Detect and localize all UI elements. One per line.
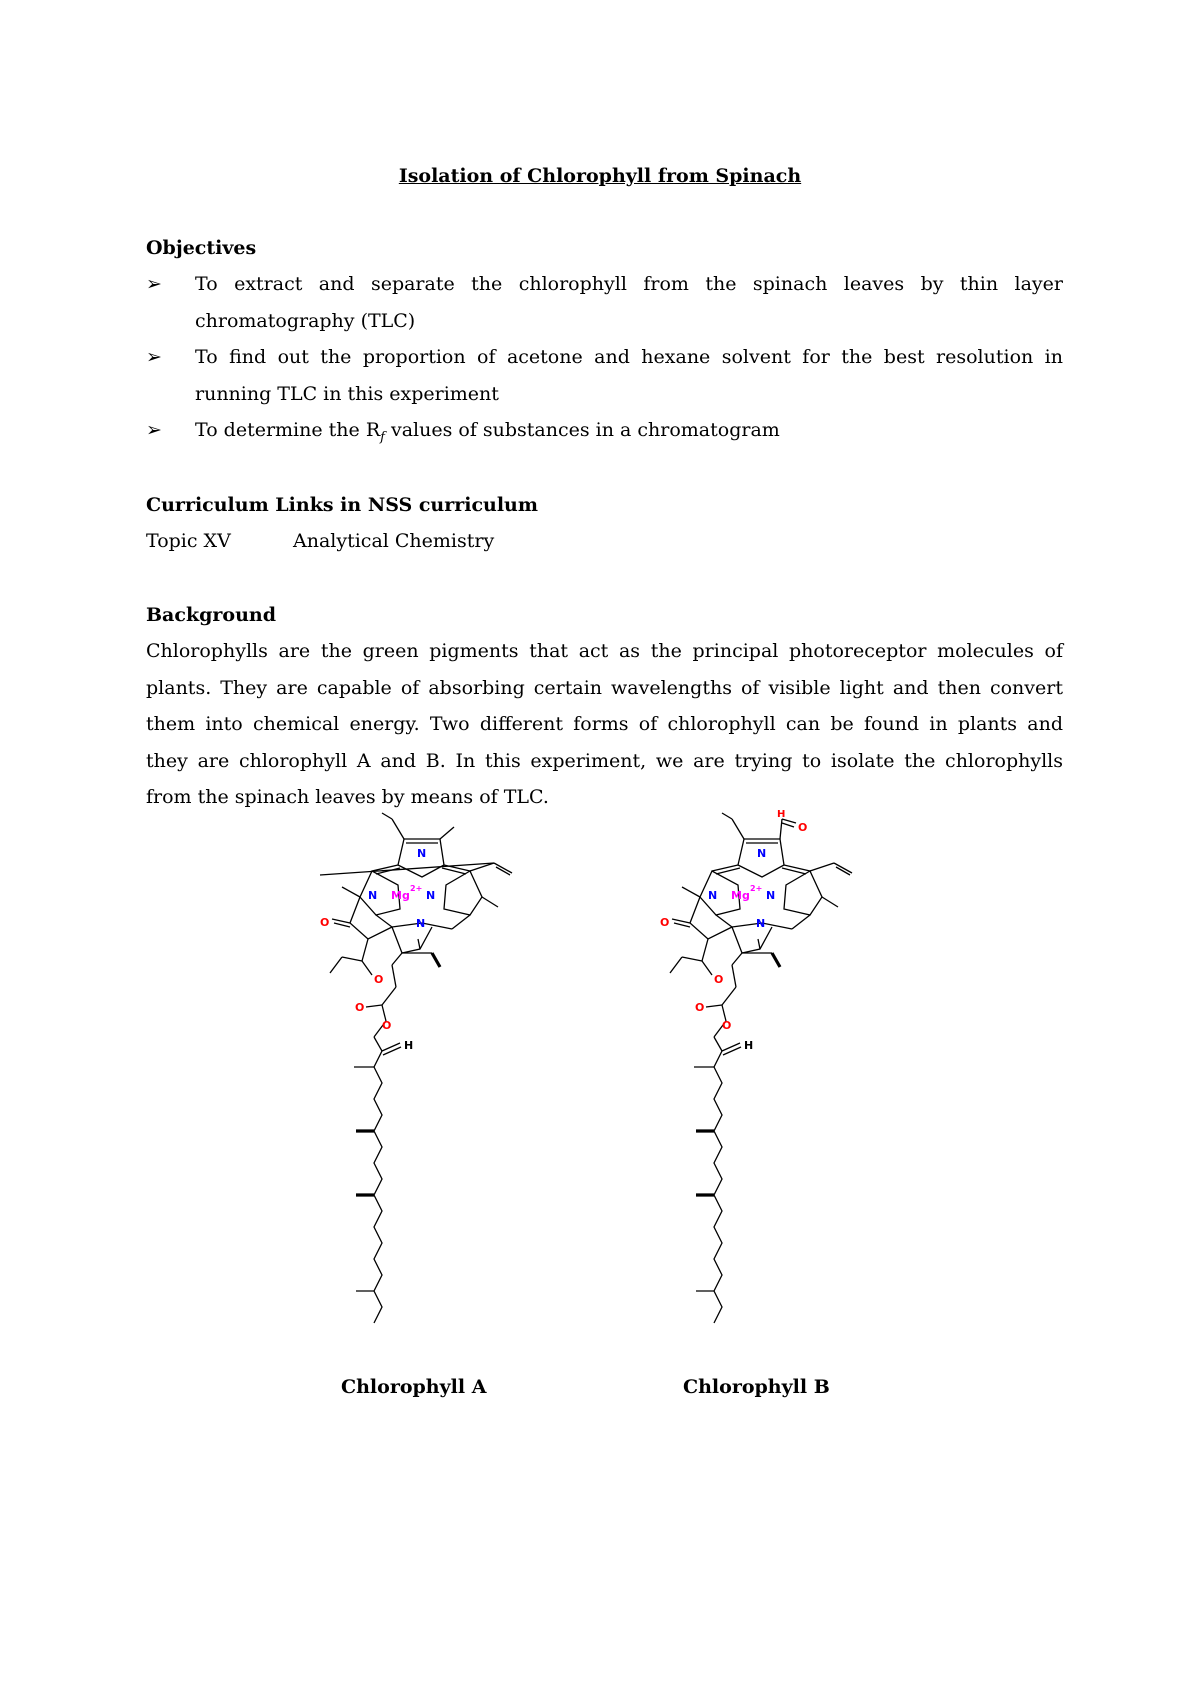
oxygen-atom-label: O — [714, 973, 724, 986]
chlorophyll-b-caption: Chlorophyll B — [683, 1376, 830, 1398]
chlorophyll-a-caption: Chlorophyll A — [341, 1376, 487, 1398]
objectives-heading: Objectives — [146, 237, 257, 259]
nitrogen-atom-label: N — [417, 847, 427, 860]
objective-2-line-2: running TLC in this experiment — [195, 383, 499, 405]
background-line: they are chlorophyll A and B. In this experiment, we are trying to isolate the chlorophylls — [146, 749, 1063, 772]
objective-3-text-pre: To determine the R — [195, 419, 381, 441]
nitrogen-anion-label: N — [368, 889, 378, 902]
hydrogen-atom-label: H — [404, 1039, 414, 1052]
magnesium-charge-label: 2+ — [750, 884, 763, 893]
background-line: from the spinach leaves by means of TLC. — [146, 786, 549, 809]
background-line: Chlorophylls are the green pigments that act as the principal photoreceptor molecules of — [146, 640, 1063, 662]
rf-subscript: f — [380, 429, 385, 445]
document-title: Isolation of Chlorophyll from Spinach — [398, 165, 802, 187]
hydrogen-atom-label: H — [777, 809, 786, 820]
objective-2-line-1: To find out the proportion of acetone and hexane solvent for the best resolution in — [195, 346, 1063, 368]
magnesium-atom-label: Mg — [731, 889, 750, 902]
chlorophyll-b-structure — [660, 809, 900, 1335]
nitrogen-atom-label: N — [416, 917, 426, 930]
oxygen-atom-label: O — [722, 1019, 732, 1032]
nitrogen-anion-label: N — [426, 889, 436, 902]
objective-3-text-post: values of substances in a chromatogram — [384, 419, 780, 441]
objective-1-line-2: chromatography (TLC) — [195, 310, 416, 332]
nitrogen-atom-label: N — [756, 917, 766, 930]
bullet-arrow-icon: ➢ — [146, 419, 162, 441]
background-line: them into chemical energy. Two different forms of chlorophyll can be found in plants and — [146, 713, 1063, 736]
oxygen-atom-label: O — [374, 973, 384, 986]
chlorophyll-a-structure — [320, 815, 560, 1335]
topic-label: Topic XV — [146, 530, 231, 552]
background-paragraph — [146, 640, 1063, 823]
nitrogen-anion-label: N — [766, 889, 776, 902]
background-line: plants. They are capable of absorbing certain wavelengths of visible light and then convert — [146, 676, 1063, 699]
nitrogen-atom-label: N — [757, 847, 767, 860]
bullet-arrow-icon: ➢ — [146, 273, 162, 295]
topic-value: Analytical Chemistry — [293, 530, 495, 552]
curriculum-heading: Curriculum Links in NSS curriculum — [146, 494, 538, 516]
oxygen-atom-label: O — [660, 916, 670, 929]
oxygen-atom-label: O — [355, 1001, 365, 1014]
oxygen-atom-label: O — [798, 821, 808, 834]
oxygen-atom-label: O — [695, 1001, 705, 1014]
oxygen-atom-label: O — [320, 916, 330, 929]
magnesium-charge-label: 2+ — [410, 884, 423, 893]
bullet-arrow-icon: ➢ — [146, 346, 162, 368]
background-heading: Background — [146, 604, 276, 626]
nitrogen-anion-label: N — [708, 889, 718, 902]
magnesium-atom-label: Mg — [391, 889, 410, 902]
hydrogen-atom-label: H — [744, 1039, 754, 1052]
objective-1-line-1: To extract and separate the chlorophyll from the spinach leaves by thin layer — [195, 273, 1063, 295]
oxygen-atom-label: O — [382, 1019, 392, 1032]
objective-3-line-1 — [195, 419, 780, 445]
